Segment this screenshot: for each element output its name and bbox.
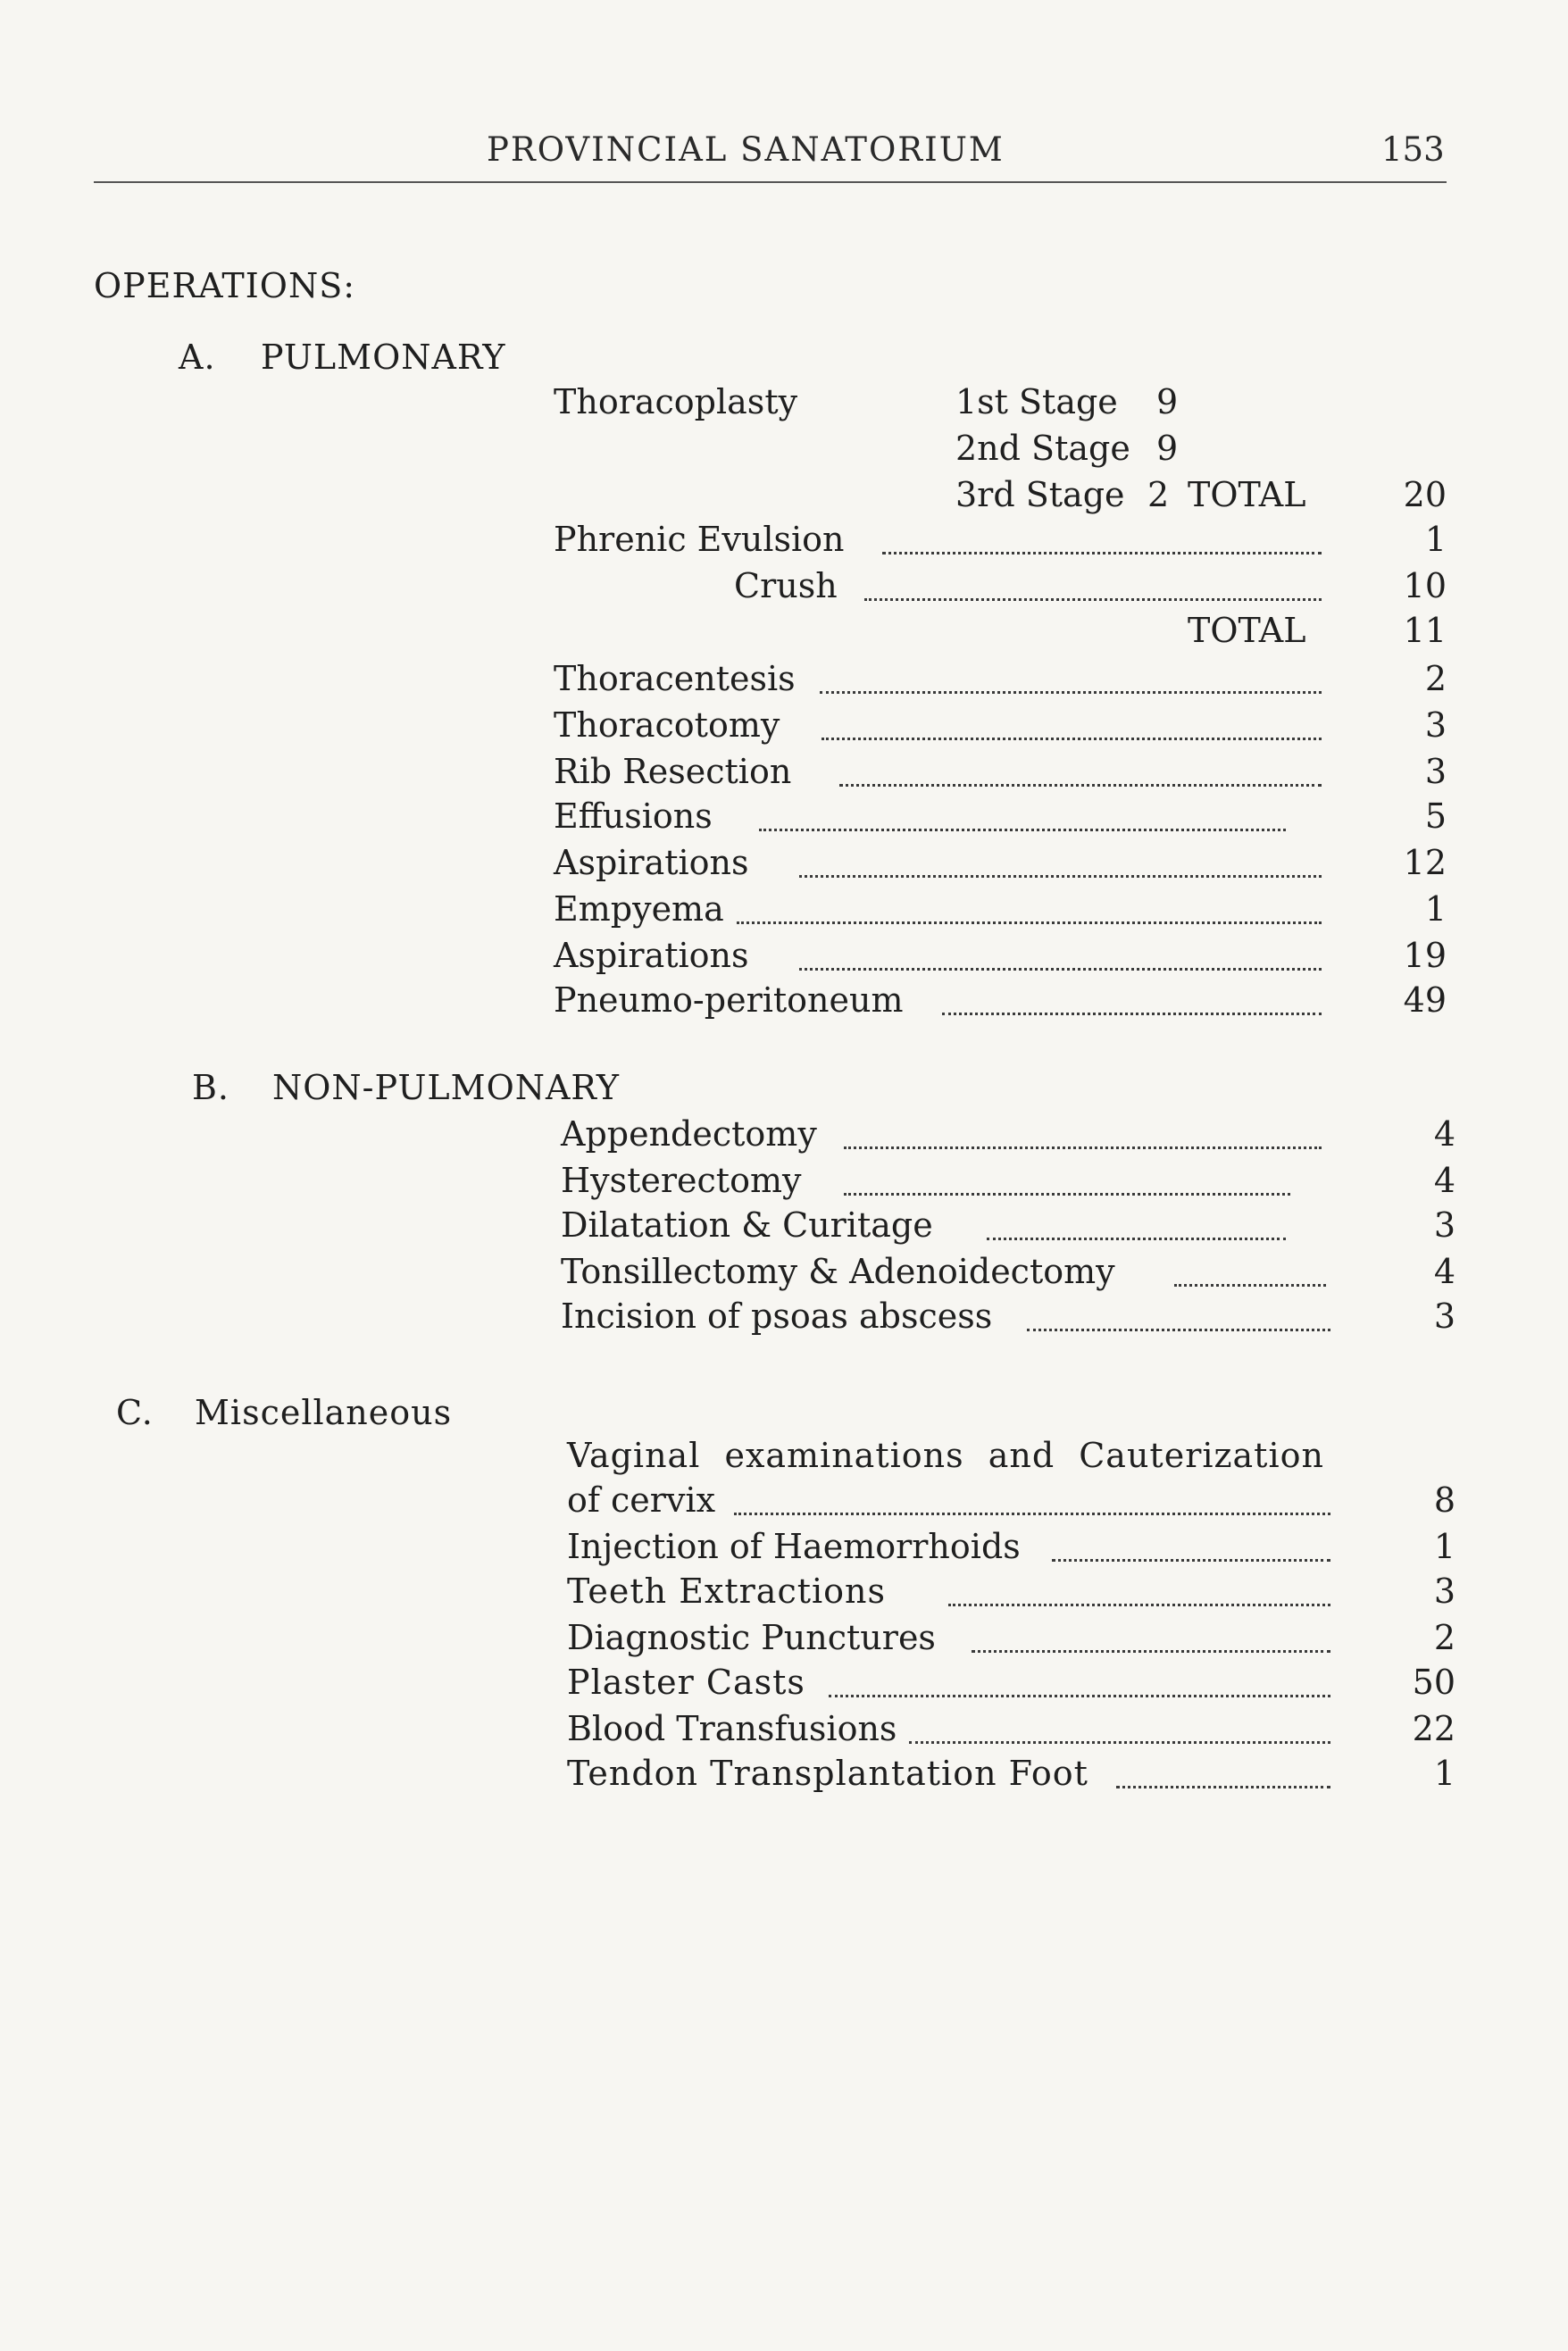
running-header-title: PROVINCIAL SANATORIUM <box>487 130 1005 169</box>
item-appendectomy-label: Appendectomy <box>561 1114 817 1154</box>
stage-3-count: 2 <box>1147 475 1170 514</box>
leader-dots <box>1174 1284 1326 1287</box>
item-vaginal-line1: Vaginal examinations and Cauterization <box>567 1436 1324 1475</box>
leader-dots <box>1027 1329 1330 1331</box>
leader-dots <box>909 1741 1330 1744</box>
leader-dots <box>1052 1559 1330 1562</box>
section-a-title: PULMONARY <box>261 338 506 377</box>
leader-dots <box>882 552 1322 554</box>
leader-dots <box>737 921 1322 924</box>
item-thoracentesis-label: Thoracentesis <box>554 659 796 698</box>
item-rib-resection-count: 3 <box>1424 752 1447 791</box>
item-pneumo-peritoneum-label: Pneumo-peritoneum <box>554 980 904 1020</box>
item-aspirations-label: Aspirations <box>554 843 749 882</box>
item-tendon-count: 1 <box>1433 1754 1455 1793</box>
item-thoracotomy-label: Thoracotomy <box>554 705 780 745</box>
stage-3-label: 3rd Stage <box>955 475 1125 514</box>
phrenic-total: 11 <box>1403 611 1447 650</box>
item-effusions-count: 5 <box>1424 796 1447 836</box>
item-blood-count: 22 <box>1412 1709 1455 1748</box>
leader-dots <box>820 691 1322 694</box>
item-psoas-count: 3 <box>1433 1296 1455 1336</box>
phrenic-crush-count: 10 <box>1403 566 1447 605</box>
leader-dots <box>822 738 1322 740</box>
item-tendon-label: Tendon Transplantation Foot <box>567 1754 1088 1793</box>
section-c-title: Miscellaneous <box>195 1393 453 1432</box>
item-plaster-label: Plaster Casts <box>567 1663 805 1702</box>
thoracoplasty-total: 20 <box>1403 475 1447 514</box>
item-aspirations-2-count: 19 <box>1403 936 1447 975</box>
item-haemorrhoids-label: Injection of Haemorrhoids <box>567 1527 1021 1566</box>
thoracoplasty-total-label: TOTAL <box>1188 475 1306 514</box>
item-tonsillectomy-label: Tonsillectomy & Adenoidectomy <box>561 1252 1115 1291</box>
leader-dots <box>942 1013 1322 1015</box>
phrenic-evulsion-label: Phrenic Evulsion <box>554 520 845 559</box>
item-hysterectomy-label: Hysterectomy <box>561 1161 802 1200</box>
stage-2-count: 9 <box>1156 429 1179 468</box>
phrenic-total-label: TOTAL <box>1188 611 1306 650</box>
leader-dots <box>734 1513 1330 1515</box>
item-blood-label: Blood Transfusions <box>567 1709 897 1748</box>
stage-1-label: 1st Stage <box>955 382 1118 421</box>
item-tonsillectomy-count: 4 <box>1433 1252 1455 1291</box>
section-b-letter: B. <box>192 1068 230 1107</box>
item-dilatation-count: 3 <box>1433 1205 1455 1245</box>
header-rule <box>94 181 1447 183</box>
thoracoplasty-label: Thoracoplasty <box>554 382 798 421</box>
leader-dots <box>844 1193 1290 1196</box>
item-dilatation-label: Dilatation & Curitage <box>561 1205 933 1245</box>
item-cervix-count: 8 <box>1433 1480 1455 1520</box>
item-diagnostic-label: Diagnostic Punctures <box>567 1618 936 1657</box>
item-thoracotomy-count: 3 <box>1424 705 1447 745</box>
item-aspirations-2-label: Aspirations <box>554 936 749 975</box>
item-appendectomy-count: 4 <box>1433 1114 1455 1154</box>
item-diagnostic-count: 2 <box>1433 1618 1455 1657</box>
item-teeth-count: 3 <box>1433 1572 1455 1611</box>
section-a-letter: A. <box>179 338 216 377</box>
item-empyema-label: Empyema <box>554 889 724 929</box>
leader-dots <box>864 598 1322 601</box>
item-psoas-label: Incision of psoas abscess <box>561 1296 993 1336</box>
page-number: 153 <box>1381 130 1445 169</box>
stage-2-label: 2nd Stage <box>955 429 1130 468</box>
item-effusions-label: Effusions <box>554 796 713 836</box>
section-c-letter: C. <box>116 1393 154 1432</box>
leader-dots <box>972 1650 1330 1653</box>
leader-dots <box>759 829 1286 831</box>
item-empyema-count: 1 <box>1424 889 1447 929</box>
stage-1-count: 9 <box>1156 382 1179 421</box>
item-pneumo-peritoneum-count: 49 <box>1403 980 1447 1020</box>
item-haemorrhoids-count: 1 <box>1433 1527 1455 1566</box>
section-b-title: NON-PULMONARY <box>272 1068 620 1107</box>
item-hysterectomy-count: 4 <box>1433 1161 1455 1200</box>
phrenic-crush-label: Crush <box>734 566 838 605</box>
item-cervix-label: of cervix <box>567 1480 716 1520</box>
leader-dots <box>799 968 1322 971</box>
phrenic-evulsion-count: 1 <box>1424 520 1447 559</box>
leader-dots <box>987 1238 1286 1240</box>
item-rib-resection-label: Rib Resection <box>554 752 792 791</box>
leader-dots <box>1116 1786 1330 1788</box>
leader-dots <box>844 1146 1322 1149</box>
item-thoracentesis-count: 2 <box>1424 659 1447 698</box>
item-plaster-count: 50 <box>1412 1663 1455 1702</box>
leader-dots <box>829 1695 1330 1697</box>
leader-dots <box>799 875 1322 878</box>
leader-dots <box>948 1604 1330 1606</box>
operations-heading: OPERATIONS: <box>94 266 356 305</box>
leader-dots <box>839 784 1322 787</box>
item-teeth-label: Teeth Extractions <box>567 1572 887 1611</box>
item-aspirations-count: 12 <box>1403 843 1447 882</box>
